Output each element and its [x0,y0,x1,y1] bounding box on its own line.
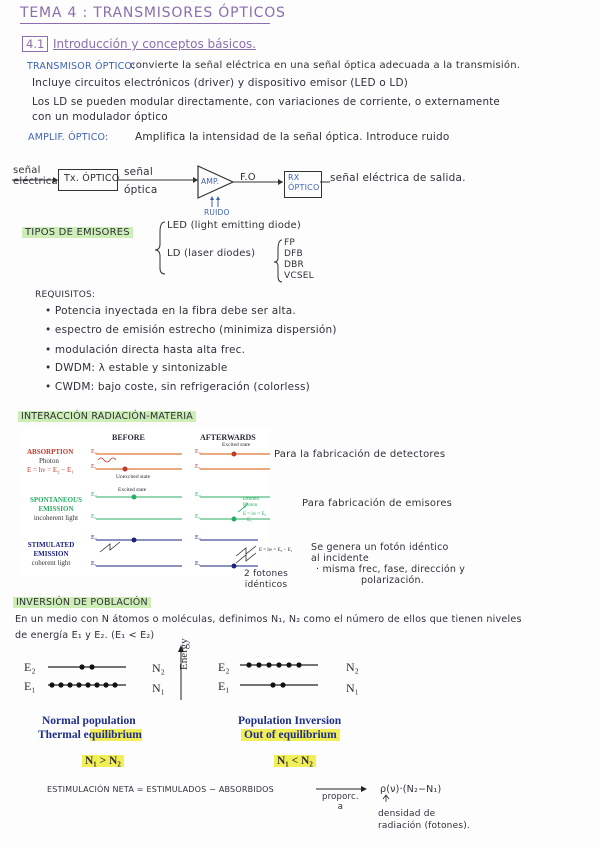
requisito-item: • espectro de emisión estrecho (minimiza dispersión) [45,324,337,336]
level-e1: E₁ [91,561,97,567]
stimulated-eq: E = hν = E₂ − E₁ [259,548,293,553]
section-number: 4.1 [22,36,48,52]
note-absorption: Para la fabricación de detectores [274,449,446,460]
requisito-item: • modulación directa hasta alta frec. [45,344,246,356]
spontaneous-excited-label: Excited state [118,487,147,493]
inversion-heading-text: INVERSIÓN DE POBLACIÓN [13,597,151,608]
level-e1: E₁ [91,464,97,470]
requisito-item: • DWDM: λ estable y sintonizable [45,362,228,374]
amplif-text: Amplifica la intensidad de la señal óptica. Introduce ruido [135,131,450,143]
inversion-line2: de energía E₁ y E₂. (E₁ < E₂) [15,630,155,641]
spontaneous-name-1: SPONTANEOUS [30,496,82,504]
level-e2: E₂ [195,449,201,455]
absorption-photon: Photon [39,457,59,465]
level-e2: E₂ [91,449,97,455]
stimulated-name-2: EMISSION [33,550,69,558]
note-stimulated-1: Se genera un fotón idéntico [311,542,449,553]
left-title-2 [38,729,142,741]
right-n2: N₂ [346,660,359,674]
page-title: TEMA 4 : TRANSMISORES ÓPTICOS [20,5,286,21]
density-2: radiación (fotones). [378,821,470,831]
density-1: densidad de [378,809,436,819]
left-title-1: Normal population [42,715,136,727]
col-before: BEFORE [112,433,145,442]
amp-label: AMP. [201,177,220,186]
tx-box-label: Tx. ÓPTICO [64,173,120,184]
right-relation [274,755,316,767]
estimulacion-neta: ESTIMULACIÓN NETA = ESTIMULADOS − ABSORBIDOS [47,785,274,794]
transmisor-term: TRANSMISOR ÓPTICO: [27,61,136,72]
formula: ρ(ν)·(N₂−N₁) [380,784,442,795]
optical-label-1: señal [124,166,153,178]
emisores-heading-text: TIPOS DE EMISORES [22,227,133,238]
level-e1: E₁ [195,514,201,520]
energy-axis-label: Energy [178,638,190,670]
stimulated-sub: coherent light [31,559,71,567]
ld-item: LD (laser diodes) [167,248,256,259]
proporcional-2: a [337,802,344,812]
transmisor-line4: con un modulador óptico [32,111,168,123]
level-e1: E₁ [195,464,201,470]
transmisor-line2: Incluye circuitos electrónicos (driver) y dispositivo emisor (LED o LD) [32,77,409,89]
unexcited-label: Unexcited state [116,474,151,480]
spontaneous-name-2: EMISSION [38,505,74,513]
two-photons-1: 2 fotones [244,569,289,579]
left-relation [82,755,124,767]
spontaneous-eq: E = hν = E₂ − E₁ [243,512,267,523]
input-label-2: eléctrica [13,176,58,187]
level-e1: E₁ [195,561,201,567]
excited-label: Excited state [222,442,251,448]
fo-label: F.O [240,172,256,183]
right-e2: E₂ [218,660,230,674]
transmisor-line3: Los LD se pueden modular directamente, con variaciones de corriente, o externamente [32,96,500,108]
absorption-name: ABSORPTION [27,448,74,456]
left-relation-text: N₁ > N₂ [82,755,124,767]
output-label: señal eléctrica de salida. [330,172,466,184]
inversion-line1: En un medio con N átomos o moléculas, definimos N₁, N₂ como el número de ellos que tienen niveles [15,614,522,625]
level-e2: E₂ [195,492,201,498]
input-label-1: señal [13,165,41,176]
note-stimulated-4: polarización. [361,575,424,586]
right-title-1: Population Inversion [238,715,342,727]
requisito-item: • Potencia inyectada en la fibra debe ser alta. [45,305,296,317]
spontaneous-sub: incoherent light [33,514,79,522]
left-n1: N₁ [152,681,165,695]
requisitos-heading: REQUISITOS: [35,290,96,300]
led-item: LED (light emitting diode) [167,220,302,231]
thermal-equilibrium: Thermal equilibrium [38,729,142,741]
right-e1: E₁ [218,679,230,693]
note-stimulated-2: al incidente [311,553,369,564]
rx-label-1: RX [288,173,300,182]
left-e2: E₂ [24,660,36,674]
interaccion-heading-text: INTERACCIÓN RADIACIÓN-MATERIA [18,411,196,422]
absorption-eq: E = hν = E₂ − E₁ [27,466,74,474]
right-relation-text: N₁ < N₂ [274,755,316,767]
rx-label-2: ÓPTICO [288,183,320,192]
note-spontaneous: Para fabricación de emisores [302,498,453,509]
ld-type: DFB [284,249,303,259]
col-after: AFTERWARDS [200,433,256,442]
level-e1: E₁ [91,514,97,520]
ld-type: DBR [284,260,304,270]
requisito-item: • CWDM: bajo coste, sin refrigeración (colorless) [45,381,310,393]
level-e2: E₂ [91,535,97,541]
left-n2: N₂ [152,661,165,675]
right-title-2 [241,729,340,741]
proporcional [322,792,359,812]
stimulated-name-1: STIMULATED [27,541,75,549]
amplif-term: AMPLIF. ÓPTICO: [28,132,109,143]
right-n1: N₁ [346,681,359,695]
noise-label: RUIDO [204,208,230,217]
density-note [378,808,470,832]
note-stimulated-3: · misma frec, fase, dirección y [316,564,466,575]
ld-type: VCSEL [284,271,314,281]
out-of-equilibrium: Out of equilibrium [241,729,340,741]
proporcional-1: proporc. [322,792,359,802]
two-photons-2: idénticos [244,580,288,590]
transmisor-line1: convierte la señal eléctrica en una señal óptica adecuada a la transmisión. [130,60,521,71]
left-e1: E₁ [24,679,36,693]
optical-label-2: óptica [124,184,158,196]
level-e2: E₂ [195,535,201,541]
emitted-photon-label: Emitted Photon [243,497,259,508]
level-e2: E₂ [91,492,97,498]
section-title: Introducción y conceptos básicos. [53,37,257,51]
ld-type: FP [284,238,296,248]
